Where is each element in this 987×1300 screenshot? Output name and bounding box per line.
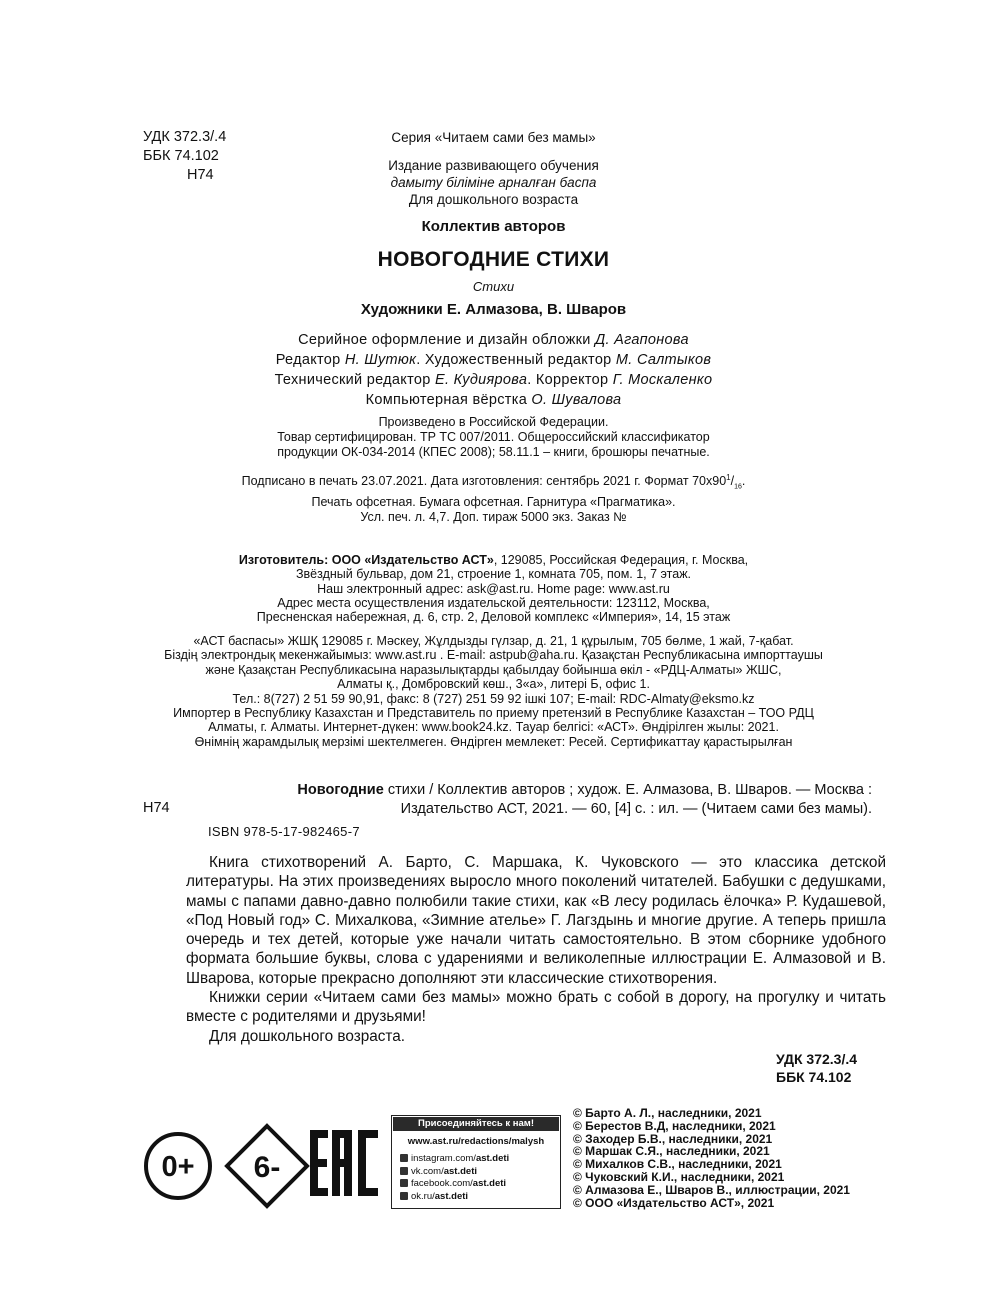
credit-role: Редактор — [275, 352, 341, 368]
annotation-paragraph: Книжки серии «Читаем сами без мамы» можно брать с собой в дорогу, на прогулку и читать вместе с родителями и друзьями! — [186, 989, 886, 1026]
author-mark: Н74 — [187, 167, 214, 183]
social-link-prefix: vk.com/ — [411, 1165, 444, 1177]
social-link-handle: ast.deti — [472, 1178, 507, 1189]
kazakh-line: Өнімнің жарамдылық мерзімі шектелмеген. Өндірген мемлекет: Ресей. Сертификаттау қарастырылған — [194, 734, 793, 749]
udk-code: УДК 372.3/.4 — [143, 129, 227, 145]
credit-line — [0, 330, 987, 350]
manufacturer-line: Пресненская набережная, д. 6, стр. 2, Деловой комплекс «Империя», 14, 15 этаж — [256, 610, 731, 625]
credit-role: Технический редактор — [274, 372, 431, 388]
manufacturer-block — [0, 553, 987, 624]
udk-bottom-block — [776, 1050, 857, 1086]
production-line: продукции ОК-034-2014 (КПЕС 2008); 58.11.1 – книги, брошюры печатные. — [277, 445, 710, 459]
print-line: Печать офсетная. Бумага офсетная. Гарнитура «Прагматика». — [311, 494, 676, 509]
print-info-block — [0, 470, 987, 525]
copyright-line: © Алмазова Е., Шваров В., иллюстрации, 2021 — [573, 1182, 850, 1197]
social-link-facebook[interactable] — [392, 1178, 560, 1191]
production-line: Произведено в Российской Федерации. — [378, 415, 609, 429]
print-line: Усл. печ. л. 4,7. Доп. тираж 5000 экз. Заказ № — [360, 509, 627, 524]
credit-person: М. Салтыков — [615, 352, 712, 368]
manufacturer-line — [0, 553, 987, 567]
credit-role: . Художественный редактор — [416, 352, 612, 368]
vk-icon — [400, 1167, 408, 1175]
biblio-line — [200, 781, 872, 800]
kazakh-line: және Қазақстан Республикасына наразылықтарды қабылдау бойынша өкіл - «РДЦ-Алматы» ЖШС, — [205, 662, 782, 677]
social-networks — [392, 1153, 560, 1203]
social-link-prefix: facebook.com/ — [411, 1178, 473, 1189]
manufacturer-line: Звёздный бульвар, дом 21, строение 1, комната 705, пом. 1, 7 этаж. — [295, 567, 692, 582]
kazakh-line: Алматы, г. Алматы. Интернет-дүкен: www.book24.kz. Тауар белгісі: «АСТ». Өндірілген жылы: 2021. — [208, 720, 779, 735]
copyright-line: © Барто А. Л., наследники, 2021 — [573, 1106, 762, 1120]
annotation-paragraph: Книга стихотворений А. Барто, С. Маршака, К. Чуковского — это классика детской литературы. На этих произведениях выросло много поколений читателей. Бабушки с дедушками, мамы с папами давно-давно полюбили такие стихи, как «В лесу родилась ёлочка» Р. Кудашевой, «Под Новый год» С. Михалкова, «Зимние ателье» Г. Лагздынь и многие другие. А теперь пришла очередь и тех детей, которые уже начали читать самостоятельно. В этом сборнике удобного формата большие буквы, слова с ударениями и великолепные иллюстрации Е. Алмазовой и В. Шварова, которые прекрасно дополняют эти классические стихотворения. — [186, 854, 886, 987]
authors: Коллектив авторов — [421, 218, 566, 235]
print-text: . — [741, 474, 746, 489]
format-numerator: 1 — [726, 473, 731, 482]
social-link-handle: ast.deti — [434, 1190, 469, 1202]
manufacturer-line: Наш электронный адрес: ask@ast.ru. Home page: www.ast.ru — [317, 581, 670, 596]
social-link-instagram[interactable] — [392, 1153, 560, 1166]
credit-person: Д. Агапонова — [595, 332, 689, 348]
isbn: ISBN 978-5-17-982465-7 — [208, 824, 360, 839]
series-line: Серия «Читаем сами без мамы» — [391, 130, 596, 145]
social-link-handle: ast.deti — [443, 1165, 477, 1177]
eac-mark-icon — [308, 1128, 380, 1198]
annotation-paragraph: Для дошкольного возраста. — [209, 1027, 405, 1045]
kazakh-line: Импортер в Республику Казахстан и Представитель по приему претензий в Республике Казахстан – ТОО РДЦ — [173, 706, 814, 721]
facebook-icon — [400, 1179, 408, 1187]
social-link-ok[interactable] — [392, 1191, 560, 1204]
copyright-line: © Заходер Б.В., наследники, 2021 — [573, 1131, 773, 1146]
print-line: Подписано в печать 23.07.2021. Дата изготовления: сентябрь 2021 г. Формат $70x90^1/_{16}$. — [241, 473, 746, 491]
social-link-handle: ast.deti — [475, 1153, 510, 1164]
edition-ru: Издание развивающего обучения — [388, 158, 599, 173]
bibliographic-record — [200, 781, 872, 819]
kazakh-block — [0, 634, 987, 749]
annotation — [186, 853, 886, 1046]
kazakh-line: «АСТ баспасы» ЖШҚ 129085 г. Мәскеу, Жұлдызды гүлзар, д. 21, 1 құрылым, 705 бөлме, 1 жай, 7-қабат. — [193, 634, 794, 648]
manufacturer-text: , 129085, Российская Федерация, г. Москва, — [493, 553, 749, 567]
age-rating-6-icon — [223, 1122, 311, 1210]
genre: Стихи — [472, 279, 515, 294]
age-rating-0-label: 0+ — [161, 1151, 195, 1183]
artists: Художники Е. Алмазова, В. Шваров — [360, 301, 627, 318]
credit-role: Компьютерная вёрстка — [365, 392, 528, 408]
copyright-line: © Чуковский К.И., наследники, 2021 — [573, 1169, 785, 1184]
credit-line — [0, 350, 987, 370]
kazakh-line: Біздің электрондық мекенжайымыз: www.ast.ru . E-mail: astpub@aha.ru. Қазақстан Республикасына импорттаушы — [164, 648, 823, 663]
manufacturer-label: Изготовитель: ООО «Издательство АСТ» — [238, 553, 494, 567]
udk-code: УДК 372.3/.4 — [776, 1051, 858, 1067]
copyright-line: © Берестов В.Д, наследники, 2021 — [573, 1118, 776, 1133]
credit-line — [0, 370, 987, 390]
copyright-line: © ООО «Издательство АСТ», 2021 — [573, 1195, 775, 1210]
credit-line — [0, 390, 987, 410]
edition-age: Для дошкольного возраста — [408, 192, 579, 207]
credits-block — [0, 330, 987, 410]
bbk-code: ББК 74.102 — [776, 1069, 852, 1085]
copyright-line: © Маршак С.Я., наследники, 2021 — [573, 1144, 770, 1159]
credit-person: Н. Шутюк — [344, 352, 417, 368]
credit-role: Серийное оформление и дизайн обложки — [298, 332, 591, 348]
production-line: Товар сертифицирован. ТР ТС 007/2011. Общероссийский классификатор — [277, 430, 710, 444]
book-title: НОВОГОДНИЕ СТИХИ — [377, 248, 610, 271]
credit-person: Г. Москаленко — [612, 372, 713, 388]
social-link-prefix: instagram.com/ — [411, 1153, 476, 1164]
social-link-prefix: ok.ru/ — [411, 1190, 435, 1202]
social-link-vk[interactable] — [392, 1166, 560, 1179]
manufacturer-line: Адрес места осуществления издательской деятельности: 123112, Москва, — [277, 595, 710, 610]
credit-person: Е. Кудиярова — [434, 372, 528, 388]
age-rating-0-icon — [143, 1131, 213, 1201]
social-header: Присоединяйтесь к нам! — [393, 1117, 559, 1131]
biblio-title: Новогодние — [297, 782, 384, 798]
age-rating-6-label: 6- — [253, 1151, 281, 1184]
ok-icon — [400, 1192, 408, 1200]
social-links-box — [391, 1115, 561, 1209]
edition-kz: дамыту біліміне арналған баспа — [390, 175, 597, 190]
copyright-block — [573, 1107, 850, 1209]
credit-person: О. Шувалова — [531, 392, 622, 408]
kazakh-line: Тел.: 8(727) 2 51 59 90,91, факс: 8 (727) 251 59 92 ішкі 107; E-mail: RDC-Almaty@eksmo.kz — [232, 691, 755, 706]
print-text: Подписано в печать 23.07.2021. Дата изготовления: сентябрь 2021 г. Формат 70x90 — [241, 474, 727, 489]
credit-role: . Корректор — [527, 372, 609, 388]
bbk-code: ББК 74.102 — [143, 148, 219, 164]
biblio-text: стихи / Коллектив авторов ; худож. Е. Алмазова, В. Шваров. — Москва : — [383, 782, 872, 798]
format-denominator: 16 — [734, 483, 742, 491]
biblio-code: Н74 — [143, 800, 170, 816]
biblio-line: Издательство АСТ, 2021. — 60, [4] с. : ил. — (Читаем сами без мамы). — [400, 801, 872, 817]
copyright-line: © Михалков С.В., наследники, 2021 — [573, 1157, 782, 1172]
instagram-icon — [400, 1154, 408, 1162]
social-site-link[interactable]: www.ast.ru/redactions/malysh — [407, 1136, 545, 1147]
kazakh-line: Алматы қ., Домбровский көш., 3«а», литері Б, офис 1. — [337, 677, 650, 692]
production-block — [0, 415, 987, 460]
